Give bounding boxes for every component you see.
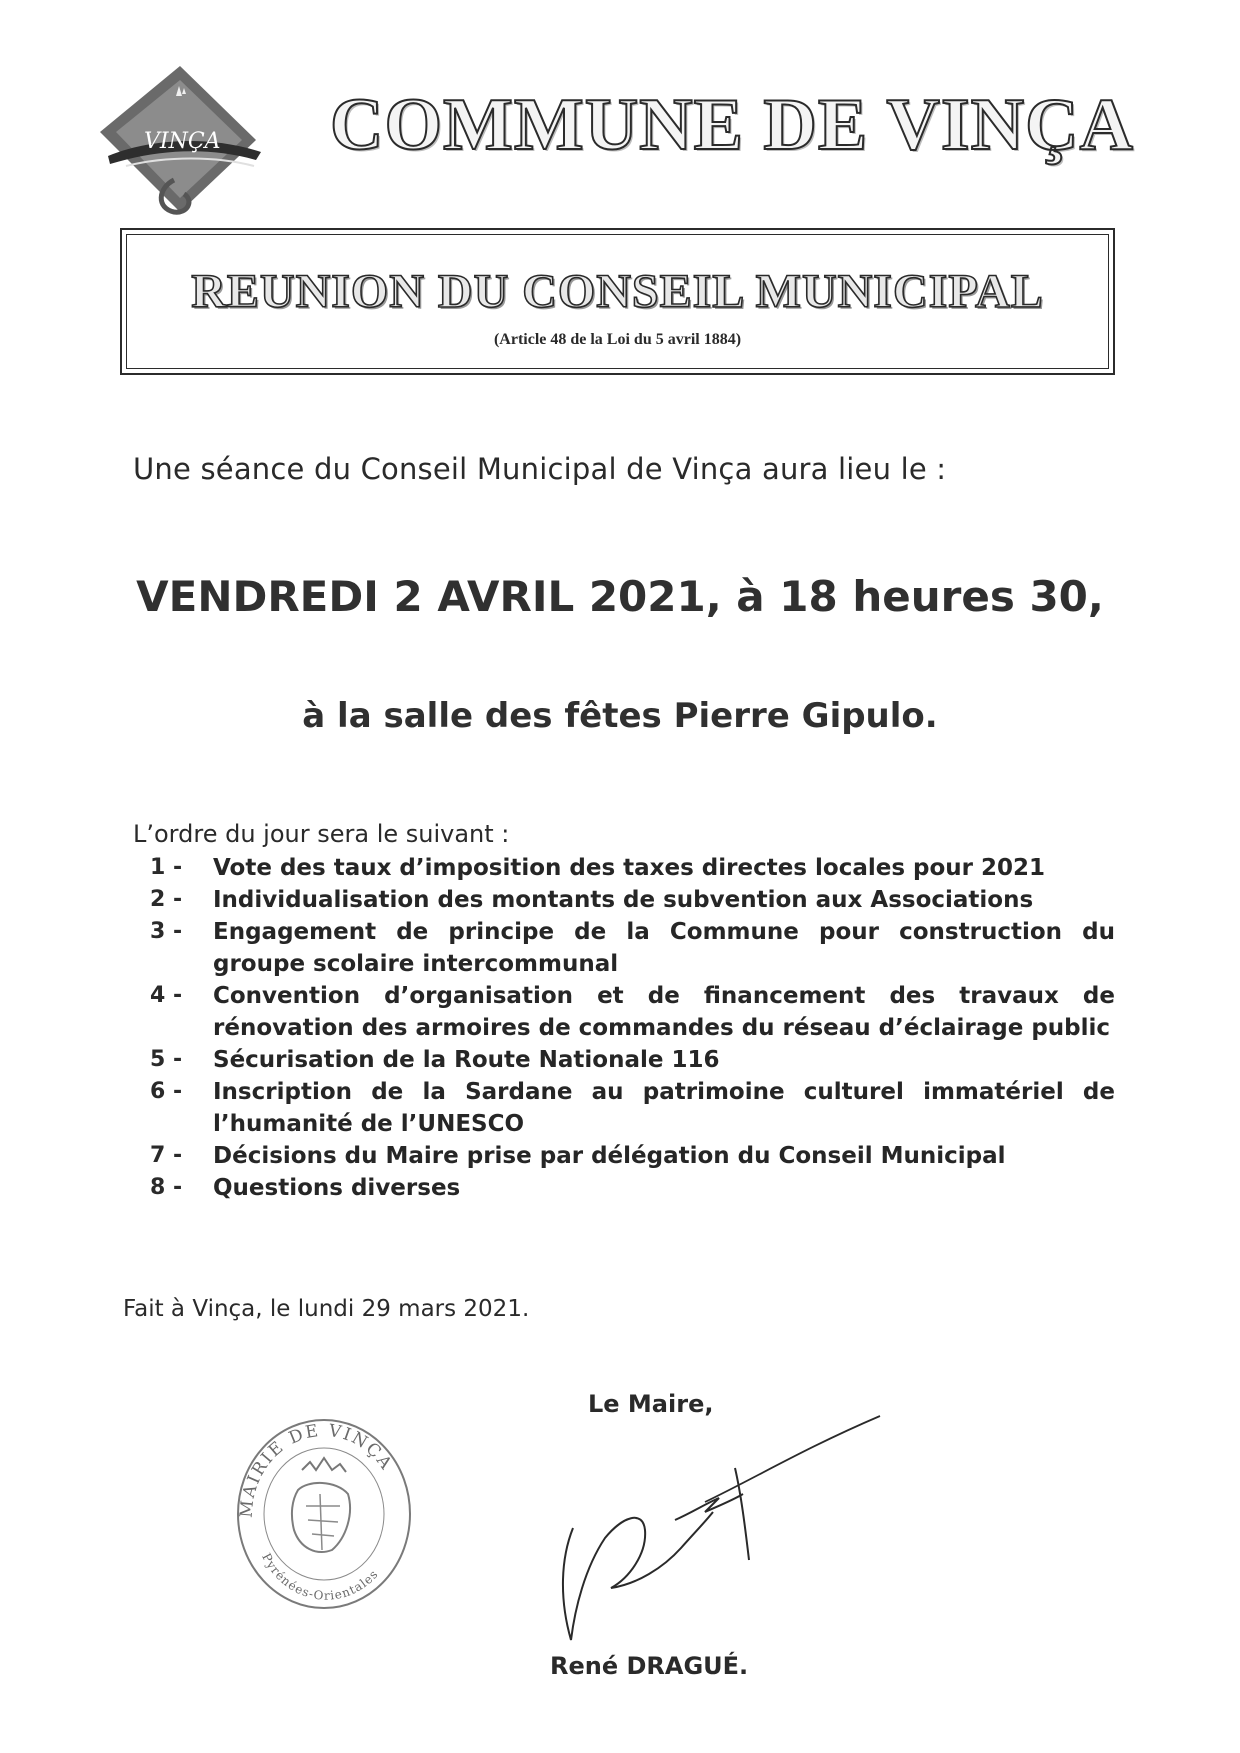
- agenda-item-number: 8 -: [150, 1175, 183, 1200]
- agenda-item-text: Questions diverses: [213, 1175, 461, 1201]
- official-seal: [228, 1410, 418, 1615]
- agenda-item-text: Convention d’organisation et de financement des travaux de rénovation des armoires de commandes du réseau d’éclairage public: [213, 983, 1115, 1041]
- agenda-item: [150, 1140, 1115, 1172]
- meeting-title: REUNION DU CONSEIL MUNICIPAL: [191, 265, 1044, 318]
- mayor-name: René DRAGUÉ.: [550, 1652, 749, 1680]
- agenda-item-text: Engagement de principe de la Commune pour construction du groupe scolaire intercommunal: [213, 919, 1115, 977]
- agenda-item-number: 3 -: [150, 919, 183, 944]
- commune-logo: [96, 60, 266, 220]
- agenda-item: [150, 1076, 1115, 1140]
- meeting-venue: à la salle des fêtes Pierre Gipulo.: [302, 696, 938, 736]
- seal-text-bottom: Pyrénées-Orientales: [259, 1550, 382, 1603]
- legal-reference: (Article 48 de la Loi du 5 avril 1884): [493, 331, 742, 348]
- agenda-item-text: Sécurisation de la Route Nationale 116: [213, 1047, 720, 1073]
- agenda-item: [150, 980, 1115, 1044]
- agenda-item-text: Décisions du Maire prise par délégation du Conseil Municipal: [213, 1143, 1006, 1169]
- seal-text-top: MAIRIE DE VINÇA: [236, 1420, 397, 1519]
- svg-text:Pyrénées-Orientales: [259, 1551, 381, 1603]
- meeting-date: VENDREDI 2 AVRIL 2021, à 18 heures 30,: [136, 572, 1104, 621]
- agenda-item: [150, 916, 1115, 980]
- commune-title: COMMUNE DE VINÇA: [330, 84, 1134, 166]
- agenda-item-text: Inscription de la Sardane au patrimoine culturel immatériel de l’humanité de l’UNESCO: [213, 1079, 1115, 1137]
- agenda-item-number: 4 -: [150, 983, 183, 1008]
- done-at-date: Fait à Vinça, le lundi 29 mars 2021.: [123, 1296, 530, 1322]
- agenda-intro: L’ordre du jour sera le suivant :: [133, 820, 510, 848]
- agenda-item-text: Individualisation des montants de subvention aux Associations: [213, 887, 1034, 913]
- logo-text: VINÇA: [144, 129, 221, 154]
- agenda-item-number: 7 -: [150, 1143, 183, 1168]
- agenda-item: [150, 1044, 1115, 1076]
- agenda-item-number: 2 -: [150, 887, 183, 912]
- agenda-item-number: 1 -: [150, 855, 183, 880]
- agenda-list: [150, 852, 1115, 1204]
- mayor-label: Le Maire,: [588, 1390, 714, 1418]
- agenda-item-number: 6 -: [150, 1079, 183, 1104]
- intro-text: Une séance du Conseil Municipal de Vinça aura lieu le :: [133, 452, 947, 486]
- agenda-item: [150, 884, 1115, 916]
- agenda-item-text: Vote des taux d’imposition des taxes directes locales pour 2021: [213, 855, 1046, 881]
- agenda-item-number: 5 -: [150, 1047, 183, 1072]
- agenda-item: [150, 852, 1115, 884]
- agenda-item: [150, 1172, 1115, 1204]
- title-box: [120, 228, 1115, 375]
- mayor-signature: [555, 1408, 885, 1643]
